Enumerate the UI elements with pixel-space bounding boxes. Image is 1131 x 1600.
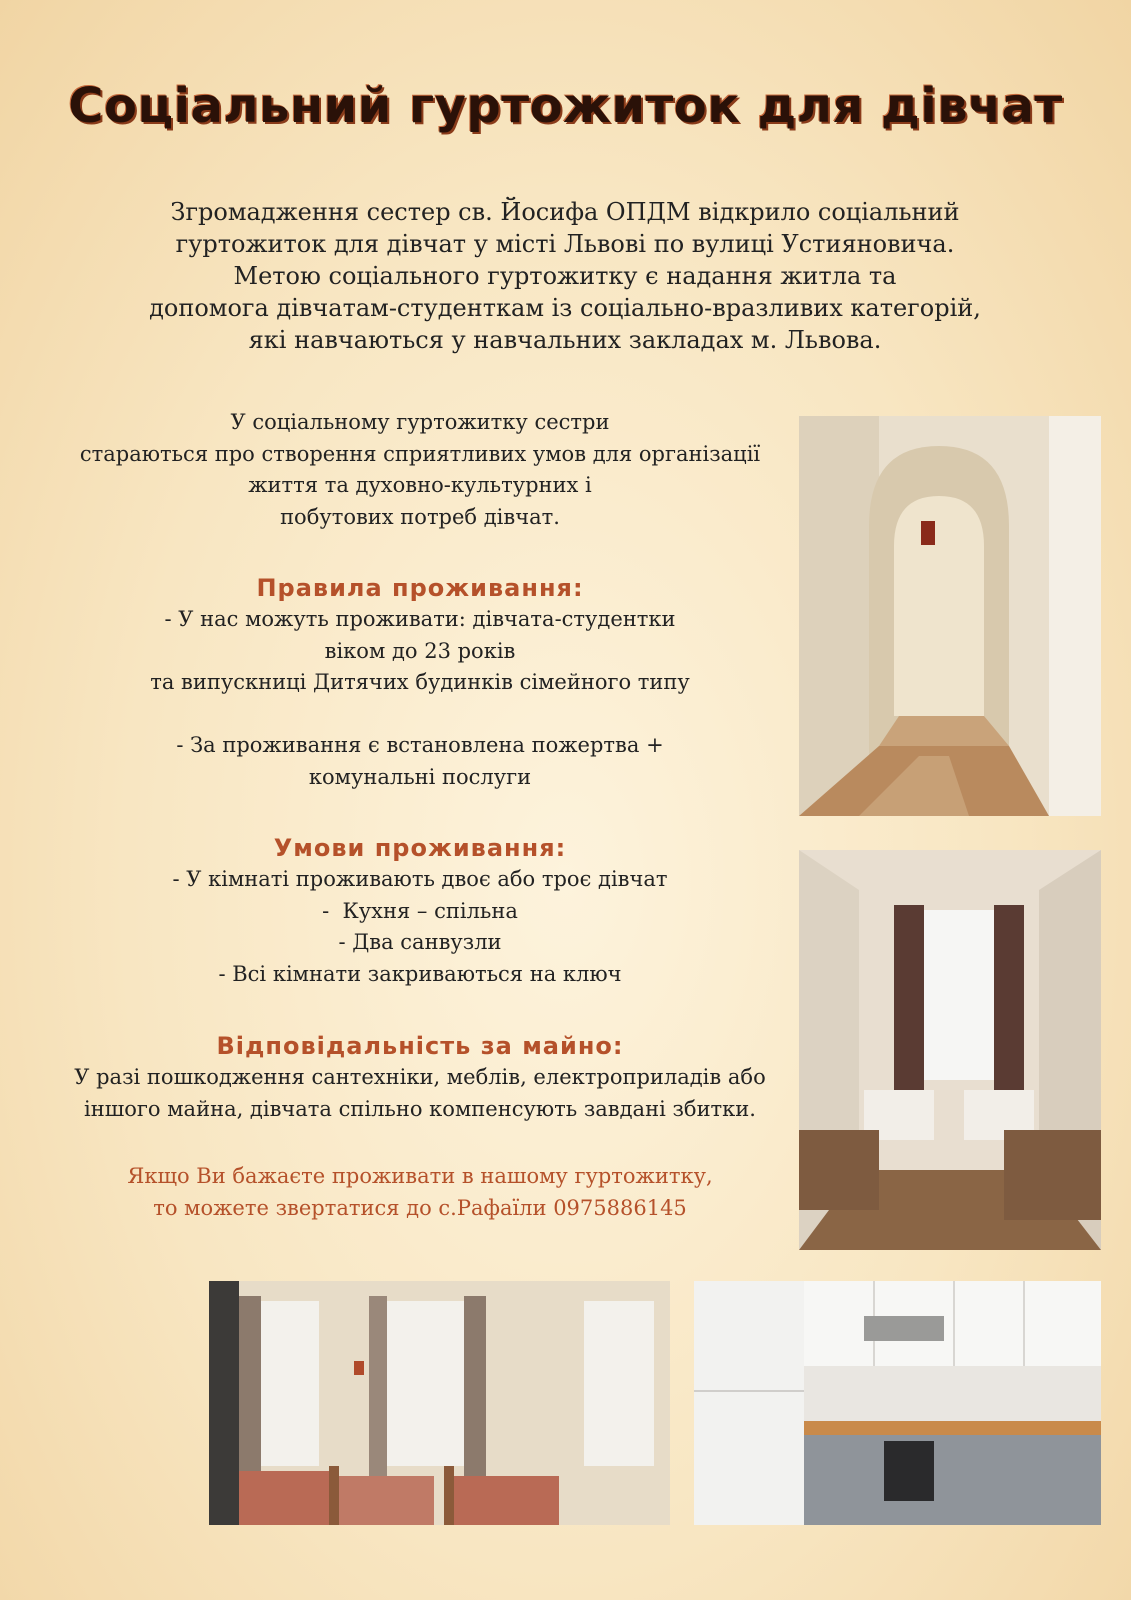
intro-paragraph [90, 196, 1040, 356]
liability-line: іншого майна, дівчата спільно компенсують завдані збитки. [84, 1096, 756, 1121]
bedroom-photo [799, 850, 1101, 1250]
intro-line: гуртожиток для дівчат у місті Львові по вулиці Устияновича. [175, 230, 955, 258]
care-paragraph [60, 407, 780, 533]
conditions-line: - У кімнаті проживають двоє або троє дівчат [172, 867, 668, 891]
rules-section [60, 572, 780, 793]
liability-line: У разі пошкодження сантехніки, меблів, електроприладів або [74, 1065, 766, 1089]
intro-line: Метою соціального гуртожитку є надання житла та [233, 262, 897, 290]
contact-paragraph [60, 1160, 780, 1224]
care-line: побутових потреб дівчат. [280, 504, 560, 529]
rules-line: комунальні послуги [308, 764, 532, 789]
conditions-line: - Кухня – спільна [322, 898, 518, 923]
intro-line: Згромадження сестер св. Йосифа ОПДМ відкрило соціальний [170, 198, 960, 226]
conditions-line: - Всі кімнати закриваються на ключ [218, 961, 622, 986]
kitchen-photo [694, 1281, 1101, 1525]
page-title: Соціальний гуртожиток для дівчат [68, 78, 1063, 134]
liability-section [60, 1030, 780, 1125]
rules-line: - У нас можуть проживати: дівчата-студентки [164, 607, 676, 631]
rules-line [60, 699, 780, 731]
corridor-photo [799, 416, 1101, 816]
intro-line: допомога дівчатам-студенткам із соціально-вразливих категорій, [149, 294, 981, 322]
contact-line: то можете звертатися до с.Рафаїли 0975886145 [153, 1196, 687, 1220]
liability-heading: Відповідальність за майно: [216, 1032, 624, 1060]
care-line: життя та духовно-культурних і [248, 473, 592, 497]
intro-line: які навчаються у навчальних закладах м. Львова. [248, 326, 882, 354]
rules-heading: Правила проживання: [256, 574, 584, 602]
contact-line: Якщо Ви бажаєте проживати в нашому гуртожитку, [127, 1164, 713, 1188]
conditions-heading: Умови проживання: [273, 834, 567, 862]
rules-line: віком до 23 років [324, 638, 516, 663]
room-windows-photo [209, 1281, 670, 1525]
rules-line: - За проживання є встановлена пожертва + [176, 733, 664, 757]
care-line: стараються про створення сприятливих умов для організації [79, 441, 761, 466]
rules-line: та випускниці Дитячих будинків сімейного типу [150, 670, 690, 694]
care-line: У соціальному гуртожитку сестри [230, 410, 610, 434]
conditions-section [60, 832, 780, 990]
conditions-line: - Два санвузли [338, 930, 502, 954]
